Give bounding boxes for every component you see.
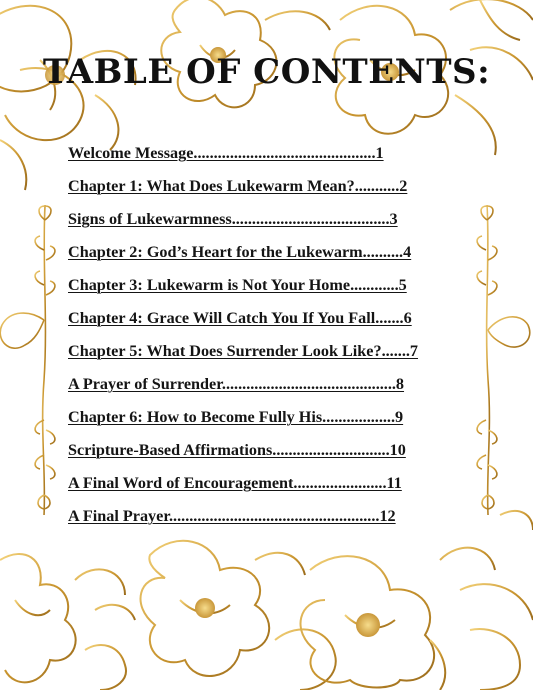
toc-item-final-prayer: [68, 502, 468, 530]
table-of-contents: [68, 139, 468, 535]
toc-item-chapter-4: [68, 304, 468, 332]
toc-item-final-word: [68, 469, 468, 497]
toc-item-chapter-3: [68, 271, 468, 299]
toc-item-chapter-5: [68, 337, 468, 365]
toc-link[interactable]: Chapter 4: Grace Will Catch You If You Fall.......6: [68, 309, 412, 327]
toc-item-signs-of-lukewarmness: [68, 205, 468, 233]
toc-link[interactable]: Chapter 6: How to Become Fully His..................9: [68, 408, 404, 426]
left-vine-icon: [0, 205, 55, 515]
toc-link[interactable]: A Prayer of Surrender...........................................8: [68, 375, 405, 393]
toc-link[interactable]: Chapter 5: What Does Surrender Look Like?.......7: [68, 342, 419, 360]
toc-link[interactable]: Chapter 2: God’s Heart for the Lukewarm..........4: [68, 243, 412, 261]
toc-link[interactable]: Chapter 3: Lukewarm is Not Your Home............5: [68, 276, 407, 294]
page-title: TABLE OF CONTENTS:: [42, 52, 491, 92]
bottom-flowers-icon: [0, 511, 533, 690]
toc-item-chapter-1: [68, 172, 468, 200]
toc-link[interactable]: Chapter 1: What Does Lukewarm Mean?...........2: [68, 177, 408, 195]
toc-link[interactable]: Scripture-Based Affirmations.............................10: [68, 441, 406, 459]
toc-item-chapter-6: [68, 403, 468, 431]
toc-item-prayer-of-surrender: [68, 370, 468, 398]
toc-item-chapter-2: [68, 238, 468, 266]
right-vine-icon: [477, 205, 530, 515]
toc-link[interactable]: Signs of Lukewarmness.......................................3: [68, 210, 398, 228]
toc-link[interactable]: A Final Word of Encouragement.......................11: [68, 474, 402, 492]
toc-link[interactable]: Welcome Message.............................................1: [68, 144, 384, 162]
toc-item-scripture-affirmations: [68, 436, 468, 464]
toc-link[interactable]: A Final Prayer....................................................12: [68, 507, 396, 525]
toc-item-welcome-message: [68, 139, 468, 167]
